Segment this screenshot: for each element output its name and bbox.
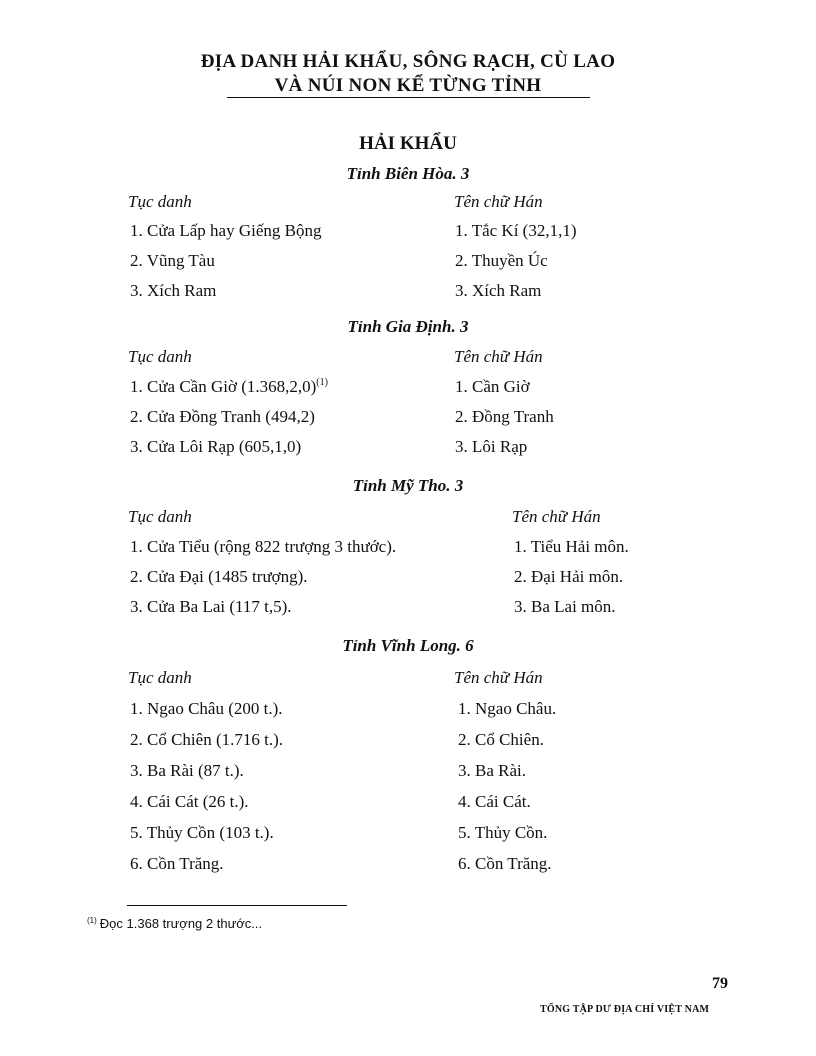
list-item: 3. Cửa Ba Lai (117 t,5). [130, 597, 292, 616]
column-header-han-name: Tên chữ Hán [454, 668, 543, 687]
list-item: 6. Cồn Trăng. [458, 854, 552, 873]
footnote-ref: (1) [316, 377, 328, 388]
list-item: 1. Tắc Kí (32,1,1) [455, 221, 577, 240]
province-title-my-tho: Tỉnh Mỹ Tho. 3 [352, 476, 464, 495]
title-underline [227, 97, 590, 98]
list-item: 1. Ngao Châu. [458, 699, 557, 718]
page-title-line1: ĐỊA DANH HẢI KHẨU, SÔNG RẠCH, CÙ LAO [200, 51, 616, 72]
list-item: 1. Ngao Châu (200 t.). [130, 699, 283, 718]
list-item: 2. Vũng Tàu [130, 251, 215, 270]
footnote-rule [127, 905, 347, 906]
list-item: 6. Cồn Trăng. [130, 854, 224, 873]
column-header-common-name: Tục danh [128, 507, 192, 526]
list-item: 3. Ba Lai môn. [514, 597, 616, 616]
list-item: 2. Thuyền Úc [455, 251, 548, 270]
list-item: 5. Thủy Cồn. [458, 823, 548, 842]
list-item: 2. Cửa Đại (1485 trượng). [130, 567, 308, 586]
footnote-marker: (1) [87, 916, 97, 925]
column-header-han-name: Tên chữ Hán [512, 507, 601, 526]
list-item: 4. Cái Cát. [458, 792, 531, 811]
list-item: 2. Cửa Đồng Tranh (494,2) [130, 407, 315, 426]
column-header-han-name: Tên chữ Hán [454, 347, 543, 366]
footnote [87, 916, 262, 931]
list-item-text: 1. Cửa Cần Giờ (1.368,2,0) [130, 377, 317, 396]
section-heading: HẢI KHẨU [359, 133, 457, 154]
list-item: 3. Lôi Rạp [455, 437, 528, 456]
list-item: 5. Thủy Cồn (103 t.). [130, 823, 274, 842]
list-item: 2. Đại Hải môn. [514, 567, 624, 586]
list-item [130, 377, 328, 397]
province-title-bien-hoa: Tỉnh Biên Hòa. 3 [346, 164, 470, 183]
page-number: 79 [712, 975, 728, 992]
list-item: 3. Xích Ram [130, 281, 217, 300]
list-item: 2. Đồng Tranh [455, 407, 554, 426]
list-item: 2. Cổ Chiên. [458, 730, 544, 749]
list-item: 3. Ba Rài (87 t.). [130, 761, 244, 780]
province-title-vinh-long: Tỉnh Vĩnh Long. 6 [342, 636, 474, 655]
list-item: 2. Cổ Chiên (1.716 t.). [130, 730, 283, 749]
list-item: 4. Cái Cát (26 t.). [130, 792, 249, 811]
column-header-common-name: Tục danh [128, 192, 192, 211]
list-item: 3. Ba Rài. [458, 761, 526, 780]
column-header-han-name: Tên chữ Hán [454, 192, 543, 211]
list-item: 1. Cửa Tiểu (rộng 822 trượng 3 thước). [130, 537, 397, 556]
running-footer-title: TỔNG TẬP DƯ ĐỊA CHÍ VIỆT NAM [540, 1004, 710, 1015]
page-title-line2: VÀ NÚI NON KỂ TỪNG TỈNH [274, 75, 542, 96]
list-item: 3. Xích Ram [455, 281, 542, 300]
list-item: 1. Tiểu Hải môn. [514, 537, 629, 556]
province-title-gia-dinh: Tỉnh Gia Định. 3 [347, 317, 469, 336]
column-header-common-name: Tục danh [128, 668, 192, 687]
footnote-text: Đọc 1.368 trượng 2 thước... [99, 916, 263, 931]
list-item: 1. Cần Giờ [455, 377, 530, 396]
column-header-common-name: Tục danh [128, 347, 192, 366]
list-item: 1. Cửa Lấp hay Giếng Bộng [130, 221, 322, 240]
list-item: 3. Cửa Lôi Rạp (605,1,0) [130, 437, 302, 456]
